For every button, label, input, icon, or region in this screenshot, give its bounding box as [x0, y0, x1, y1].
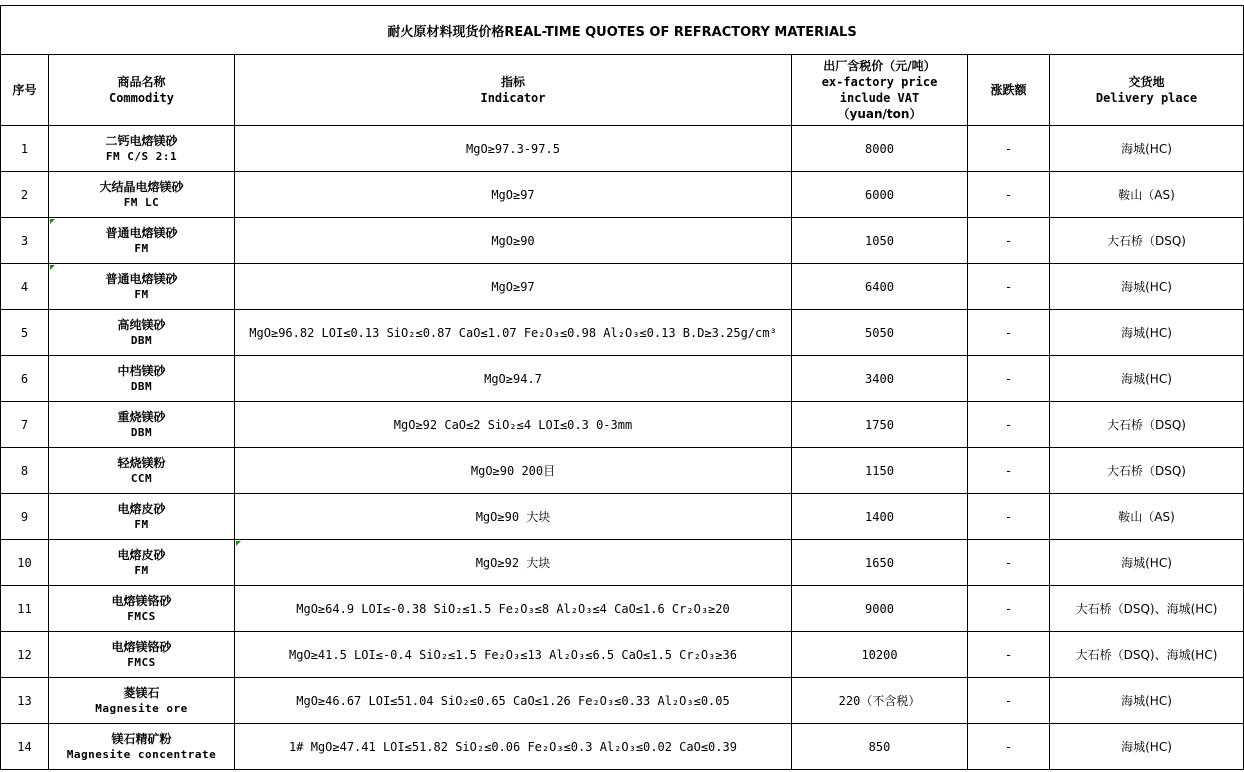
- cell-price[interactable]: [792, 724, 968, 770]
- delivery-place: 海城(HC): [1121, 280, 1172, 294]
- cell-price[interactable]: [792, 310, 968, 356]
- cell-change[interactable]: [968, 586, 1050, 632]
- cell-delivery[interactable]: [1050, 586, 1244, 632]
- indicator-value: MgO≥94.7: [484, 371, 542, 386]
- header-index-label: 序号: [12, 83, 37, 97]
- delivery-place: 鞍山（AS): [1118, 188, 1175, 202]
- change-value: -: [1006, 509, 1011, 524]
- indicator-value: MgO≥64.9 LOI≤-0.38 SiO₂≤1.5 Fe₂O₃≤8 Al₂O₃≤4 CaO≤1.6 Cr₂O₃≥20: [296, 601, 730, 616]
- cell-change[interactable]: [968, 310, 1050, 356]
- header-indicator[interactable]: [235, 55, 792, 126]
- cell-index[interactable]: [1, 172, 49, 218]
- cell-commodity[interactable]: [49, 586, 235, 632]
- indicator-value: MgO≥97.3-97.5: [466, 141, 560, 156]
- row-index: 13: [17, 693, 32, 708]
- header-price-line4: （yuan/ton）: [837, 107, 922, 121]
- header-delivery-en: Delivery place: [1095, 91, 1198, 105]
- cell-delivery[interactable]: [1050, 632, 1244, 678]
- change-value: -: [1006, 187, 1011, 202]
- cell-index[interactable]: [1, 448, 49, 494]
- indicator-value: MgO≥46.67 LOI≤51.04 SiO₂≤0.65 CaO≤1.26 Fe₂O₃≤0.33 Al₂O₃≤0.05: [296, 693, 730, 708]
- table-row: [1, 724, 1244, 770]
- delivery-place: 海城(HC): [1121, 142, 1172, 156]
- row-index: 12: [17, 647, 32, 662]
- cell-indicator[interactable]: [235, 356, 792, 402]
- commodity-name-en: FMCS: [127, 656, 156, 669]
- cell-change[interactable]: [968, 632, 1050, 678]
- commodity-name-en: FM: [134, 518, 149, 531]
- row-index: 10: [17, 555, 32, 570]
- commodity-name-zh: 菱镁石: [123, 686, 160, 700]
- cell-index[interactable]: [1, 218, 49, 264]
- change-value: -: [1006, 417, 1011, 432]
- commodity-name-zh: 二钙电熔镁砂: [105, 134, 178, 148]
- cell-index[interactable]: [1, 402, 49, 448]
- commodity-name-zh: 高纯镁砂: [117, 318, 166, 332]
- cell-price[interactable]: [792, 126, 968, 172]
- table-row: [1, 218, 1244, 264]
- commodity-name-zh: 普通电熔镁砂: [105, 272, 178, 286]
- change-value: -: [1006, 141, 1011, 156]
- commodity-name-zh: 电熔皮砂: [117, 502, 166, 516]
- row-index: 9: [20, 509, 29, 524]
- comment-marker-icon: [236, 541, 241, 546]
- cell-change[interactable]: [968, 402, 1050, 448]
- delivery-place: 海城(HC): [1121, 326, 1172, 340]
- cell-indicator[interactable]: [235, 402, 792, 448]
- header-delivery[interactable]: [1050, 55, 1244, 126]
- table-row: [1, 172, 1244, 218]
- row-index: 11: [17, 601, 32, 616]
- row-index: 14: [17, 739, 32, 754]
- indicator-value: MgO≥96.82 LOI≤0.13 SiO₂≤0.87 CaO≤1.07 Fe₂O₃≤0.98 Al₂O₃≤0.13 B.D≥3.25g/cm³: [249, 325, 777, 340]
- cell-change[interactable]: [968, 724, 1050, 770]
- change-value: -: [1006, 693, 1011, 708]
- table-row: [1, 310, 1244, 356]
- cell-commodity[interactable]: [49, 126, 235, 172]
- table-row: [1, 264, 1244, 310]
- indicator-value: MgO≥92 CaO≤2 SiO₂≤4 LOI≤0.3 0-3mm: [393, 417, 633, 432]
- table-row: [1, 126, 1244, 172]
- cell-price[interactable]: [792, 586, 968, 632]
- cell-commodity[interactable]: [49, 448, 235, 494]
- commodity-name-en: DBM: [130, 380, 153, 393]
- commodity-name-zh: 电熔皮砂: [117, 548, 166, 562]
- row-index: 1: [20, 141, 29, 156]
- change-value: -: [1006, 555, 1011, 570]
- header-change[interactable]: [968, 55, 1050, 126]
- cell-price[interactable]: [792, 264, 968, 310]
- delivery-place: 海城(HC): [1121, 556, 1172, 570]
- table-row: [1, 586, 1244, 632]
- header-index[interactable]: [1, 55, 49, 126]
- cell-delivery[interactable]: [1050, 448, 1244, 494]
- table-row: [1, 632, 1244, 678]
- change-value: -: [1006, 371, 1011, 386]
- cell-commodity[interactable]: [49, 218, 235, 264]
- cell-change[interactable]: [968, 540, 1050, 586]
- indicator-value: MgO≥41.5 LOI≤-0.4 SiO₂≤1.5 Fe₂O₃≤13 Al₂O₃≤6.5 CaO≤1.5 Cr₂O₃≥36: [289, 647, 737, 662]
- cell-price[interactable]: [792, 494, 968, 540]
- commodity-name-en: FM C/S 2:1: [105, 150, 178, 163]
- header-commodity-en: Commodity: [108, 91, 175, 105]
- commodity-name-zh: 普通电熔镁砂: [105, 226, 178, 240]
- row-index: 8: [20, 463, 29, 478]
- cell-indicator[interactable]: [235, 540, 792, 586]
- cell-price[interactable]: [792, 678, 968, 724]
- change-value: -: [1006, 463, 1011, 478]
- change-value: -: [1006, 279, 1011, 294]
- cell-change[interactable]: [968, 172, 1050, 218]
- commodity-name-en: FM: [134, 564, 149, 577]
- row-index: 3: [20, 233, 29, 248]
- cell-indicator[interactable]: [235, 724, 792, 770]
- cell-change[interactable]: [968, 448, 1050, 494]
- price-value: 10200: [861, 647, 898, 662]
- cell-change[interactable]: [968, 264, 1050, 310]
- table-row: [1, 448, 1244, 494]
- cell-price[interactable]: [792, 540, 968, 586]
- cell-indicator[interactable]: [235, 494, 792, 540]
- commodity-name-zh: 重烧镁砂: [117, 410, 166, 424]
- price-value: 850: [868, 739, 891, 754]
- cell-commodity[interactable]: [49, 356, 235, 402]
- cell-change[interactable]: [968, 218, 1050, 264]
- header-change-label: 涨跌额: [990, 83, 1027, 97]
- indicator-value: MgO≥90 200目: [470, 464, 556, 478]
- delivery-place: 大石桥（DSQ): [1107, 418, 1186, 432]
- indicator-value: MgO≥97: [491, 279, 535, 294]
- table-title[interactable]: 耐火原材料现货价格REAL-TIME QUOTES OF REFRACTORY MATERIALS: [1, 6, 1244, 55]
- commodity-name-en: Magnesite concentrate: [66, 748, 217, 761]
- header-indicator-en: Indicator: [480, 91, 546, 105]
- cell-delivery[interactable]: [1050, 310, 1244, 356]
- commodity-name-zh: 大结晶电熔镁砂: [99, 180, 184, 194]
- row-index: 5: [20, 325, 29, 340]
- price-table: [0, 5, 1244, 770]
- cell-price[interactable]: [792, 632, 968, 678]
- cell-index[interactable]: [1, 310, 49, 356]
- header-indicator-zh: 指标: [500, 75, 525, 89]
- cell-indicator[interactable]: [235, 172, 792, 218]
- table-row: [1, 540, 1244, 586]
- header-price-line1: 出厂含税价（元/吨）: [823, 59, 936, 73]
- price-value: 5050: [865, 325, 894, 340]
- delivery-place: 鞍山（AS): [1118, 510, 1175, 524]
- commodity-name-zh: 镁石精矿粉: [111, 732, 172, 746]
- cell-indicator[interactable]: [235, 310, 792, 356]
- delivery-place: 海城(HC): [1121, 372, 1172, 386]
- cell-delivery[interactable]: [1050, 264, 1244, 310]
- table-row: [1, 678, 1244, 724]
- cell-change[interactable]: [968, 494, 1050, 540]
- table-row: [1, 494, 1244, 540]
- table-row: [1, 356, 1244, 402]
- header-price[interactable]: [792, 55, 968, 126]
- commodity-name-zh: 中档镁砂: [117, 364, 166, 378]
- cell-price[interactable]: [792, 356, 968, 402]
- price-value: 1050: [865, 233, 894, 248]
- cell-indicator[interactable]: [235, 126, 792, 172]
- price-value: 220（不含税）: [838, 694, 921, 708]
- commodity-name-zh: 电熔镁铬砂: [111, 640, 172, 654]
- price-value: 8000: [865, 141, 894, 156]
- price-value: 1650: [865, 555, 894, 570]
- cell-change[interactable]: [968, 678, 1050, 724]
- row-index: 2: [20, 187, 29, 202]
- cell-commodity[interactable]: [49, 678, 235, 724]
- indicator-value: MgO≥90 大块: [475, 510, 551, 524]
- indicator-value: MgO≥90: [491, 233, 535, 248]
- cell-index[interactable]: [1, 540, 49, 586]
- cell-commodity[interactable]: [49, 494, 235, 540]
- price-value: 1400: [865, 509, 894, 524]
- cell-commodity[interactable]: [49, 264, 235, 310]
- delivery-place: 大石桥（DSQ)、海城(HC): [1075, 602, 1218, 616]
- cell-delivery[interactable]: [1050, 172, 1244, 218]
- cell-commodity[interactable]: [49, 632, 235, 678]
- commodity-name-en: FM LC: [123, 196, 160, 209]
- commodity-name-zh: 电熔镁铬砂: [111, 594, 172, 608]
- cell-delivery[interactable]: [1050, 402, 1244, 448]
- comment-marker-icon: [50, 265, 55, 270]
- cell-indicator[interactable]: [235, 632, 792, 678]
- cell-index[interactable]: [1, 678, 49, 724]
- cell-index[interactable]: [1, 126, 49, 172]
- cell-change[interactable]: [968, 356, 1050, 402]
- cell-indicator[interactable]: [235, 678, 792, 724]
- header-price-line2: ex-factory price: [821, 75, 938, 89]
- change-value: -: [1006, 233, 1011, 248]
- price-value: 9000: [865, 601, 894, 616]
- cell-commodity[interactable]: [49, 172, 235, 218]
- row-index: 6: [20, 371, 29, 386]
- cell-index[interactable]: [1, 356, 49, 402]
- price-value: 6400: [865, 279, 894, 294]
- cell-delivery[interactable]: [1050, 356, 1244, 402]
- commodity-name-zh: 轻烧镁粉: [117, 456, 166, 470]
- cell-price[interactable]: [792, 218, 968, 264]
- cell-price[interactable]: [792, 448, 968, 494]
- change-value: -: [1006, 325, 1011, 340]
- cell-delivery[interactable]: [1050, 540, 1244, 586]
- cell-delivery[interactable]: [1050, 724, 1244, 770]
- header-commodity[interactable]: [49, 55, 235, 126]
- commodity-name-en: FM: [134, 288, 149, 301]
- table-row: [1, 402, 1244, 448]
- cell-index[interactable]: [1, 632, 49, 678]
- cell-delivery[interactable]: [1050, 218, 1244, 264]
- cell-commodity[interactable]: [49, 540, 235, 586]
- delivery-place: 海城(HC): [1121, 694, 1172, 708]
- cell-price[interactable]: [792, 402, 968, 448]
- price-value: 1150: [865, 463, 894, 478]
- header-commodity-zh: 商品名称: [117, 75, 166, 89]
- row-index: 7: [20, 417, 29, 432]
- cell-change[interactable]: [968, 126, 1050, 172]
- cell-commodity[interactable]: [49, 402, 235, 448]
- indicator-value: 1# MgO≥47.41 LOI≤51.82 SiO₂≤0.06 Fe₂O₃≤0.3 Al₂O₃≤0.02 CaO≤0.39: [289, 739, 737, 754]
- header-price-line3: include VAT: [839, 91, 920, 105]
- delivery-place: 海城(HC): [1121, 740, 1172, 754]
- cell-indicator[interactable]: [235, 448, 792, 494]
- cell-index[interactable]: [1, 724, 49, 770]
- change-value: -: [1006, 647, 1011, 662]
- header-delivery-zh: 交货地: [1128, 75, 1165, 89]
- commodity-name-en: FM: [134, 242, 149, 255]
- cell-price[interactable]: [792, 172, 968, 218]
- commodity-name-en: DBM: [130, 426, 153, 439]
- comment-marker-icon: [50, 219, 55, 224]
- change-value: -: [1006, 601, 1011, 616]
- commodity-name-en: DBM: [130, 334, 153, 347]
- cell-delivery[interactable]: [1050, 126, 1244, 172]
- delivery-place: 大石桥（DSQ): [1107, 464, 1186, 478]
- cell-commodity[interactable]: [49, 310, 235, 356]
- change-value: -: [1006, 739, 1011, 754]
- cell-commodity[interactable]: [49, 724, 235, 770]
- cell-index[interactable]: [1, 494, 49, 540]
- cell-delivery[interactable]: [1050, 678, 1244, 724]
- cell-indicator[interactable]: [235, 218, 792, 264]
- price-value: 3400: [865, 371, 894, 386]
- indicator-value: MgO≥92 大块: [475, 556, 551, 570]
- commodity-name-en: CCM: [130, 472, 153, 485]
- cell-indicator[interactable]: [235, 264, 792, 310]
- price-value: 6000: [865, 187, 894, 202]
- indicator-value: MgO≥97: [491, 187, 535, 202]
- delivery-place: 大石桥（DSQ)、海城(HC): [1075, 648, 1218, 662]
- commodity-name-en: Magnesite ore: [95, 702, 188, 715]
- price-value: 1750: [865, 417, 894, 432]
- delivery-place: 大石桥（DSQ): [1107, 234, 1186, 248]
- row-index: 4: [20, 279, 29, 294]
- cell-index[interactable]: [1, 586, 49, 632]
- cell-indicator[interactable]: [235, 586, 792, 632]
- cell-index[interactable]: [1, 264, 49, 310]
- cell-delivery[interactable]: [1050, 494, 1244, 540]
- commodity-name-en: FMCS: [127, 610, 156, 623]
